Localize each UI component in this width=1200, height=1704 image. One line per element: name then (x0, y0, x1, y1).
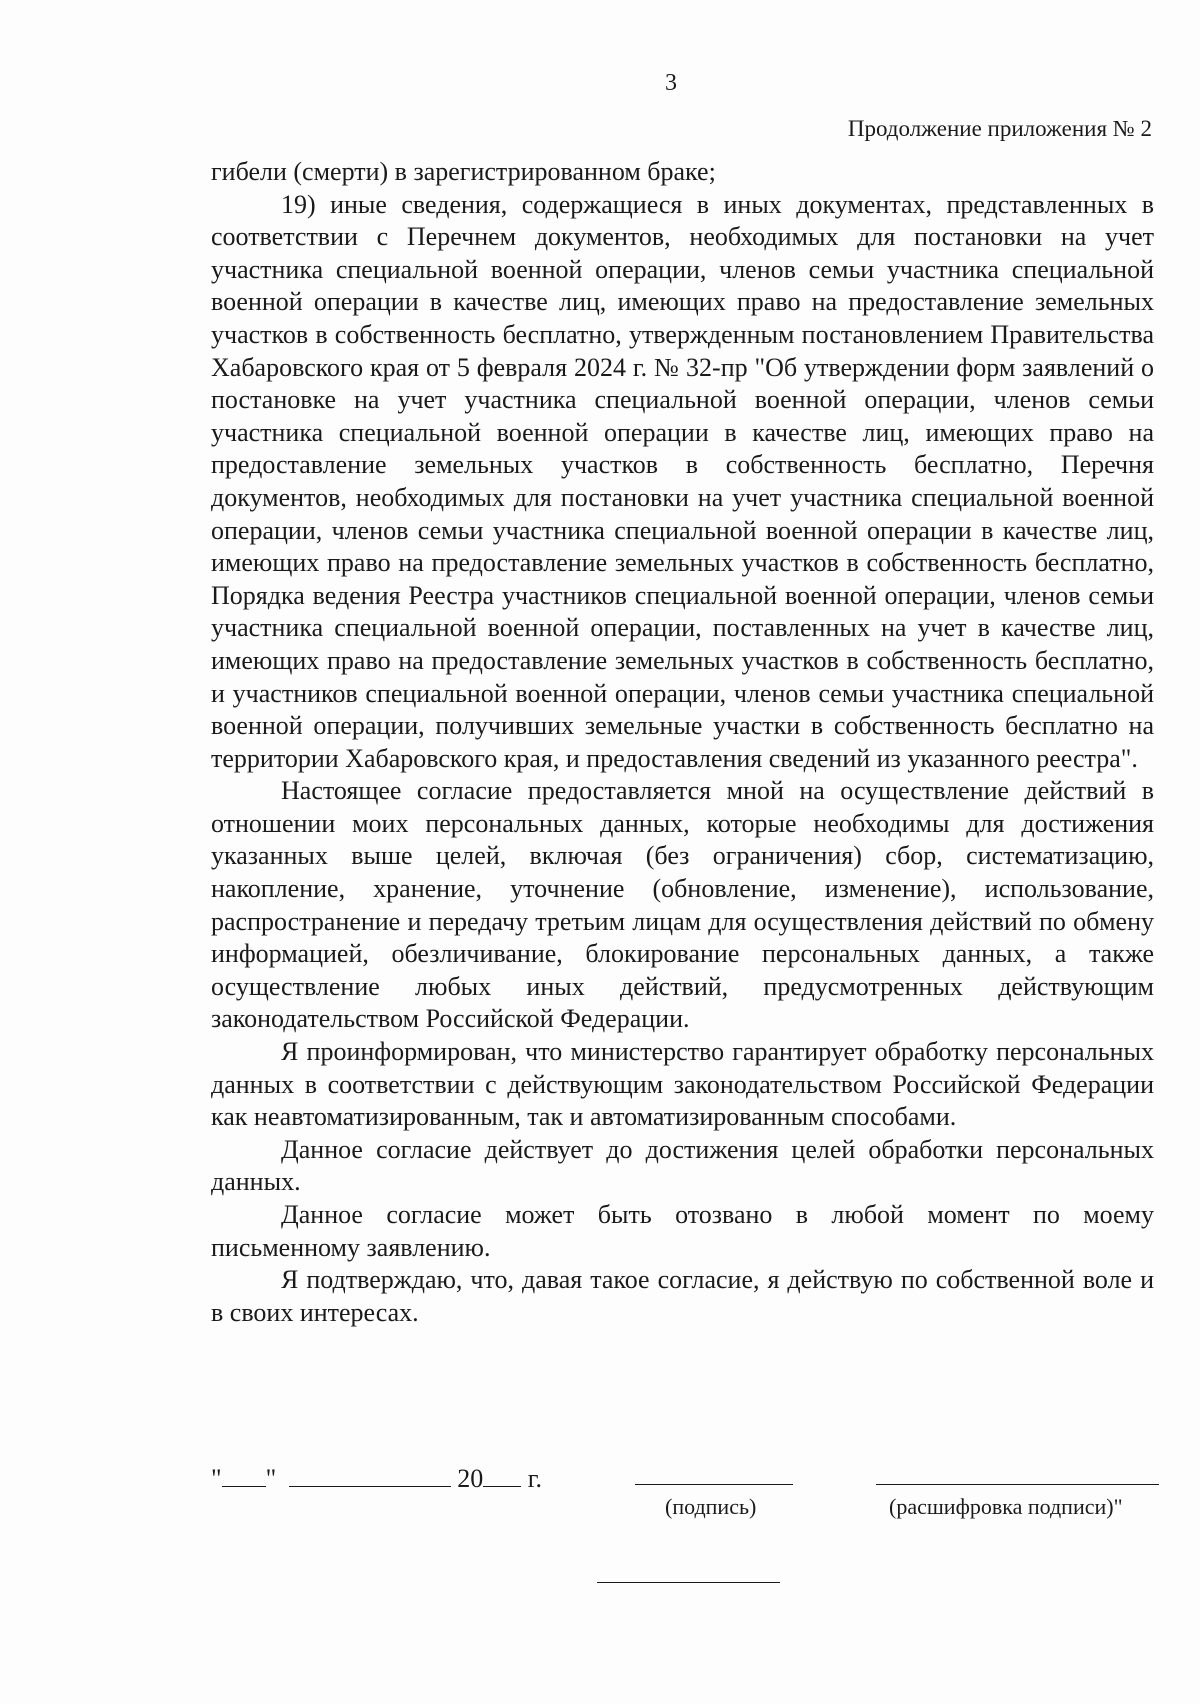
signature-line (635, 1484, 793, 1485)
paragraph-continuation: гибели (смерти) в зарегистрированном браке; (211, 157, 716, 186)
signature-caption: (подпись) (665, 1494, 757, 1519)
date-quote-open: " (211, 1464, 222, 1493)
transcript-line (876, 1484, 1159, 1485)
date-quote-close: " (265, 1464, 277, 1493)
paragraph-validity: Данное согласие действует до достижения целей обработки персональных данных. (211, 1134, 1154, 1197)
year-blank (483, 1460, 521, 1487)
year-suffix: г. (527, 1464, 542, 1493)
page-number: 3 (665, 70, 677, 96)
day-blank (222, 1460, 266, 1487)
consent-body (211, 156, 1154, 1329)
signature-block (211, 1460, 1171, 1530)
year-prefix: 20 (457, 1464, 484, 1493)
paragraph-item-19: 19) иные сведения, содержащиеся в иных документах, представленных в соответствии с Перечнем документов, необходимых для постановки на учет участника специальной военной операции, членов семьи участника специальной военной операции в качестве лиц, имеющих право на предоставление земельных участков в собственность бесплатно, утвержденным постановлением Правительства Хабаровского края от 5 февраля 2024 г. № 32-пр "Об утверждении форм заявлений о постановке на учет участника специальной военной операции, членов семьи участника специальной военной операции в качестве лиц, имеющих право на предоставление земельных участков в собственность бесплатно, Перечня документов, необходимых для постановки на учет участника специальной военной операции, членов семьи участника специальной военной операции в качестве лиц, имеющих право на предоставление земельных участков в собственность бесплатно, Порядка ведения Реестра участников специальной военной операции, членов семьи участника специальной военной операции, поставленных на учет в качестве лиц, имеющих право на предоставление земельных участков в собственность бесплатно, и участников специальной военной операции, членов семьи участника специальной военной операции, получивших земельные участки в собственность бесплатно на территории Хабаровского края, и предоставления сведений из указанного реестра". (211, 189, 1154, 773)
appendix-continuation-note: Продолжение приложения № 2 (847, 116, 1152, 141)
transcript-caption: (расшифровка подписи)" (889, 1494, 1123, 1519)
paragraph-consent-scope: Настоящее согласие предоставляется мной на осуществление действий в отношении моих персональных данных, которые необходимы для достижения указанных выше целей, включая (без ограничения) сбор, систематизацию, накопление, хранение, уточнение (обновление, изменение), использование, распространение и передачу третьим лицам для осуществления действий по обмену информацией, обезличивание, блокирование персональных данных, а также осуществление любых иных действий, предусмотренных действующим законодательством Российской Федерации. (211, 776, 1154, 1034)
paragraph-revocation: Данное согласие может быть отозвано в любой момент по моему письменному заявлению. (211, 1200, 1154, 1262)
month-blank (289, 1460, 451, 1487)
paragraph-confirmation: Я подтверждаю, что, давая такое согласие, я действую по собственной воле и в своих интересах. (211, 1265, 1154, 1327)
date-field (211, 1460, 542, 1494)
closing-rule (597, 1582, 780, 1583)
paragraph-informed: Я проинформирован, что министерство гарантирует обработку персональных данных в соответствии с действующим законодательством Российской Федерации как неавтоматизированным, так и автоматизированным способами. (211, 1037, 1154, 1132)
